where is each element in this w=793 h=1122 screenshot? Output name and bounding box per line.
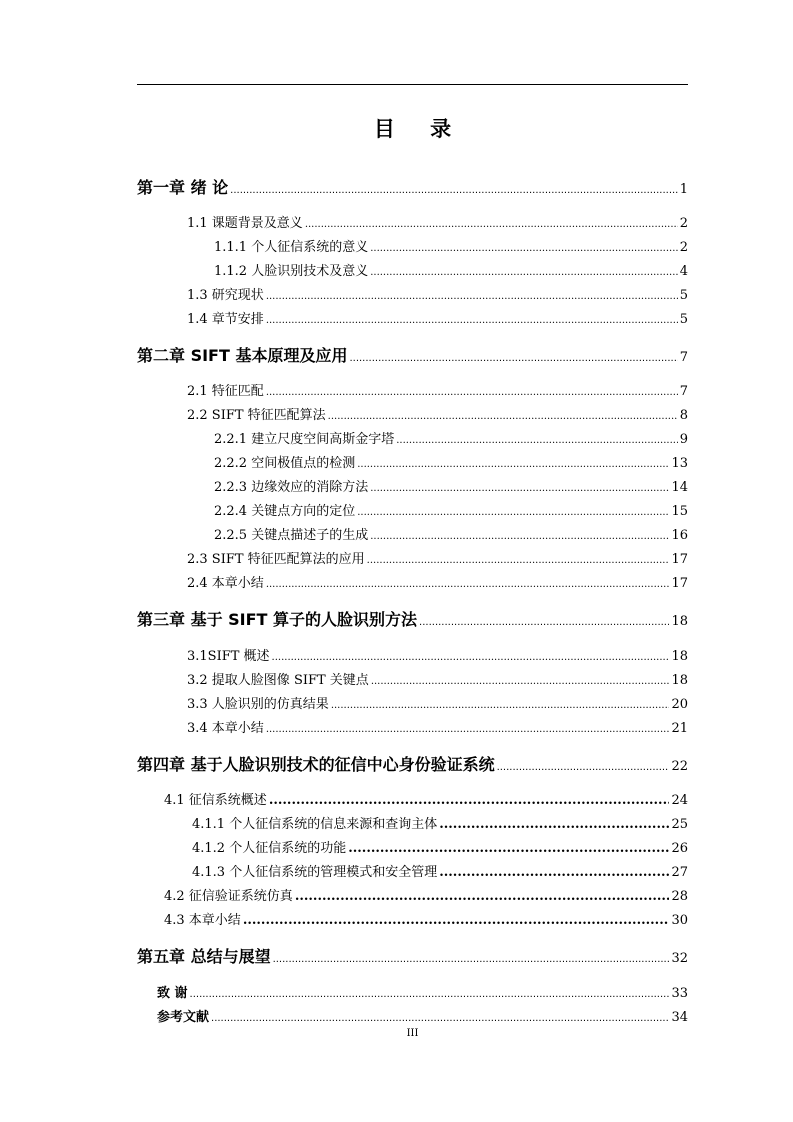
toc-entry-label: 3.1SIFT 概述 xyxy=(187,649,270,664)
toc-entry-3-1[interactable] xyxy=(187,650,688,663)
leader-dots xyxy=(273,955,670,965)
toc-entry-2-1[interactable] xyxy=(187,385,688,398)
toc-entry-label: 第一章 绪 论 xyxy=(137,178,229,197)
leader-dots xyxy=(419,618,669,628)
toc-entry-label: 3.3 人脸识别的仿真结果 xyxy=(187,697,329,712)
page-number-footer: III xyxy=(406,1028,419,1039)
toc-entry-page: 17 xyxy=(671,576,688,591)
leader-dots xyxy=(370,268,678,278)
toc-entry-2-2[interactable] xyxy=(187,409,688,422)
leader-dots xyxy=(266,292,678,302)
toc-entry-label: 4.1.3 个人征信系统的管理模式和安全管理 xyxy=(192,865,438,880)
toc-entry-page: 24 xyxy=(671,793,688,808)
toc-entry-2-4[interactable] xyxy=(187,577,688,590)
leader-dots xyxy=(295,890,670,903)
toc-entry-label: 2.3 SIFT 特征匹配算法的应用 xyxy=(187,552,365,567)
toc-entry-label: 2.1 特征匹配 xyxy=(187,384,264,399)
toc-entry-page: 18 xyxy=(671,614,688,629)
toc-entry-references[interactable] xyxy=(157,1011,688,1024)
toc-entry-label: 1.3 研究现状 xyxy=(187,288,264,303)
toc-entry-page: 17 xyxy=(671,552,688,567)
toc-entry-3-4[interactable] xyxy=(187,722,688,735)
toc-entry-page: 27 xyxy=(671,865,688,880)
toc-entry-chapter-3[interactable] xyxy=(137,612,688,628)
toc-entry-1-3[interactable] xyxy=(187,289,688,302)
toc-entry-page: 5 xyxy=(679,288,688,303)
leader-dots xyxy=(266,725,670,735)
leader-dots xyxy=(370,484,669,494)
toc-entry-2-2-1[interactable] xyxy=(214,433,688,446)
toc-entry-label: 2.2.5 关键点描述子的生成 xyxy=(214,528,369,543)
toc-entry-label: 2.2.1 建立尺度空间高斯金字塔 xyxy=(214,432,395,447)
leader-dots xyxy=(266,388,678,398)
toc-entry-page: 34 xyxy=(671,1010,688,1025)
toc-entry-chapter-1[interactable] xyxy=(137,180,688,196)
toc-entry-2-2-2[interactable] xyxy=(214,457,688,470)
toc-entry-page: 15 xyxy=(671,504,688,519)
toc-entry-chapter-5[interactable] xyxy=(137,949,688,965)
toc-entry-page: 18 xyxy=(671,673,688,688)
toc-entry-chapter-4[interactable] xyxy=(137,757,688,773)
leader-dots xyxy=(349,354,677,364)
leader-dots xyxy=(266,580,670,590)
toc-entry-label: 2.2.4 关键点方向的定位 xyxy=(214,504,356,519)
toc-entry-page: 2 xyxy=(679,216,688,231)
toc-entry-1-1-2[interactable] xyxy=(214,265,688,278)
toc-entry-2-3[interactable] xyxy=(187,553,688,566)
leader-dots xyxy=(371,677,670,687)
toc-entry-page: 32 xyxy=(671,951,688,966)
toc-entry-label: 4.1.2 个人征信系统的功能 xyxy=(192,841,347,856)
toc-entry-label: 1.1.1 个人征信系统的意义 xyxy=(214,240,369,255)
toc-entry-page: 25 xyxy=(671,817,688,832)
leader-dots xyxy=(211,1014,669,1024)
toc-entry-acknowledgements[interactable] xyxy=(157,987,688,1000)
leader-dots xyxy=(272,653,670,663)
toc-entry-label: 4.3 本章小结 xyxy=(164,913,241,928)
leader-dots xyxy=(190,990,670,1000)
toc-entry-page: 9 xyxy=(679,432,688,447)
header-rule xyxy=(137,84,688,85)
toc-entry-page: 7 xyxy=(679,350,688,365)
toc-entry-label: 第五章 总结与展望 xyxy=(137,947,271,966)
toc-entry-label: 2.2.2 空间极值点的检测 xyxy=(214,456,356,471)
toc-entry-label: 2.2.3 边缘效应的消除方法 xyxy=(214,480,369,495)
toc-title: 目 录 xyxy=(373,117,466,141)
toc-entry-4-1[interactable] xyxy=(164,794,688,807)
toc-entry-label: 4.1.1 个人征信系统的信息来源和查询主体 xyxy=(192,817,438,832)
leader-dots xyxy=(348,842,669,855)
toc-entry-page: 8 xyxy=(679,408,688,423)
toc-entry-chapter-2[interactable] xyxy=(137,348,688,364)
toc-entry-page: 1 xyxy=(679,182,688,197)
toc-entry-page: 22 xyxy=(671,759,688,774)
leader-dots xyxy=(266,316,678,326)
leader-dots xyxy=(328,412,678,422)
toc-entry-4-2[interactable] xyxy=(164,890,688,903)
toc-entry-page: 5 xyxy=(679,312,688,327)
leader-dots xyxy=(370,532,669,542)
toc-entry-label: 第四章 基于人脸识别技术的征信中心身份验证系统 xyxy=(137,755,495,774)
toc-entry-label: 1.1.2 人脸识别技术及意义 xyxy=(214,264,369,279)
toc-entry-page: 13 xyxy=(671,456,688,471)
toc-entry-2-2-5[interactable] xyxy=(214,529,688,542)
toc-entry-page: 14 xyxy=(671,480,688,495)
leader-dots xyxy=(367,556,670,566)
toc-entry-page: 33 xyxy=(671,986,688,1001)
toc-entry-page: 7 xyxy=(679,384,688,399)
leader-dots xyxy=(357,460,669,470)
leader-dots xyxy=(305,220,678,230)
toc-entry-label: 1.1 课题背景及意义 xyxy=(187,216,303,231)
toc-entry-label: 3.2 提取人脸图像 SIFT 关键点 xyxy=(187,673,369,688)
leader-dots xyxy=(439,866,669,879)
toc-entry-page: 28 xyxy=(671,889,688,904)
toc-entry-1-4[interactable] xyxy=(187,313,688,326)
toc-entry-page: 26 xyxy=(671,841,688,856)
toc-entry-label: 2.2 SIFT 特征匹配算法 xyxy=(187,408,326,423)
toc-entry-page: 4 xyxy=(679,264,688,279)
toc-entry-page: 2 xyxy=(679,240,688,255)
leader-dots xyxy=(230,186,678,196)
toc-entry-4-1-1[interactable] xyxy=(192,818,688,831)
toc-entry-1-1-1[interactable] xyxy=(214,241,688,254)
toc-entry-label: 3.4 本章小结 xyxy=(187,721,264,736)
toc-entry-label: 2.4 本章小结 xyxy=(187,576,264,591)
toc-entry-4-1-3[interactable] xyxy=(192,866,688,879)
toc-entry-page: 18 xyxy=(671,649,688,664)
toc-entry-label: 1.4 章节安排 xyxy=(187,312,264,327)
leader-dots xyxy=(331,701,670,711)
toc-entry-4-1-2[interactable] xyxy=(192,842,688,855)
leader-dots xyxy=(439,818,669,831)
toc-entry-2-2-3[interactable] xyxy=(214,481,688,494)
toc-entry-label: 4.2 征信验证系统仿真 xyxy=(164,889,293,904)
leader-dots xyxy=(269,794,670,807)
toc-entry-label: 第三章 基于 SIFT 算子的人脸识别方法 xyxy=(137,610,418,629)
toc-entry-1-1[interactable] xyxy=(187,217,688,230)
toc-entry-page: 30 xyxy=(671,913,688,928)
toc-entry-3-2[interactable] xyxy=(187,674,688,687)
toc-entry-page: 20 xyxy=(671,697,688,712)
toc-entry-label: 4.1 征信系统概述 xyxy=(164,793,267,808)
leader-dots xyxy=(370,244,678,254)
leader-dots xyxy=(497,763,670,773)
toc-entry-label: 第二章 SIFT 基本原理及应用 xyxy=(137,346,348,365)
toc-entry-label: 致 谢 xyxy=(157,986,188,1001)
leader-dots xyxy=(357,508,669,518)
toc-entry-page: 16 xyxy=(671,528,688,543)
toc-entry-3-3[interactable] xyxy=(187,698,688,711)
toc-entry-page: 21 xyxy=(671,721,688,736)
leader-dots xyxy=(243,914,670,927)
leader-dots xyxy=(396,436,678,446)
toc-entry-label: 参考文献 xyxy=(157,1010,210,1025)
toc-entry-2-2-4[interactable] xyxy=(214,505,688,518)
toc-entry-4-3[interactable] xyxy=(164,914,688,927)
